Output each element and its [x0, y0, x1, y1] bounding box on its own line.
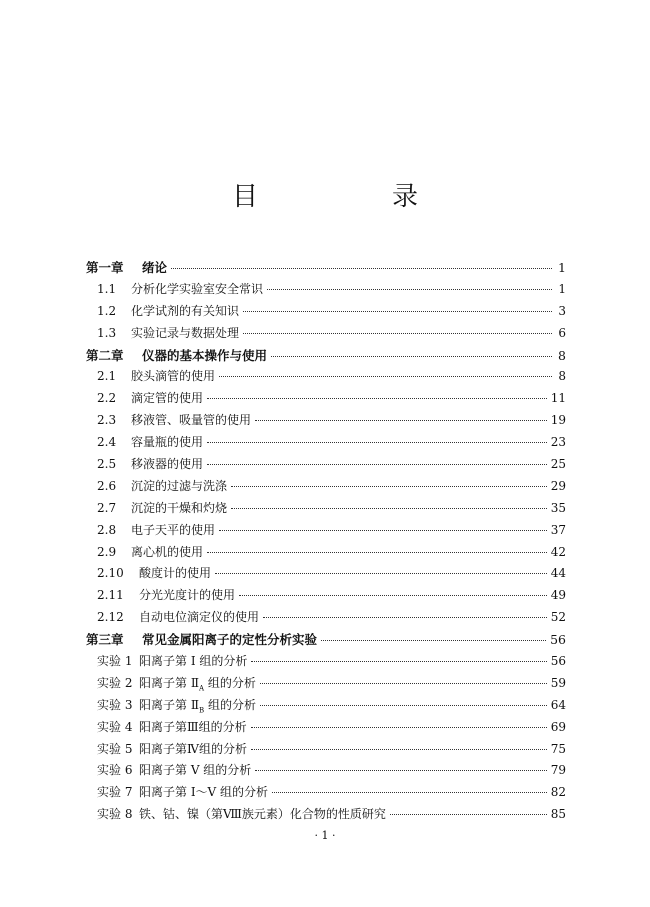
toc-entry-number: 2.6 [97, 478, 117, 493]
toc-leader-dots [207, 552, 547, 553]
toc-leader-dots [243, 311, 552, 312]
toc-leader-dots [207, 442, 547, 443]
toc-entry-title [139, 652, 247, 669]
toc-page-number: 6 [558, 325, 566, 340]
toc-entry-row[interactable] [86, 477, 566, 499]
toc-entry-row[interactable] [86, 455, 566, 477]
toc-entry-title-text: 胶头滴管的使用 [131, 369, 216, 384]
toc-entry-title-text: 阳离子第 Ⅰ～Ⅴ 组的分析 [139, 785, 269, 800]
toc-entry-title-text: 阳离子第Ⅳ组的分析 [139, 741, 247, 756]
toc-entry-row[interactable] [86, 783, 566, 805]
toc-entry-number: 第三章 [86, 632, 124, 648]
toc-chapter-row[interactable] [86, 258, 566, 280]
toc-entry-title [142, 346, 267, 364]
toc-entry-title-text: 自动电位滴定仪的使用 [139, 610, 260, 625]
toc-entry-row[interactable] [86, 543, 566, 565]
toc-page-number: 52 [550, 610, 566, 625]
toc-entry-title-text: 离心机的使用 [131, 544, 204, 559]
toc-entry-row[interactable] [86, 389, 566, 411]
toc-entry-title [131, 543, 203, 560]
toc-entry-title [131, 499, 227, 516]
toc-page-number: 69 [550, 719, 566, 734]
toc-entry-number: 实验 5 [97, 741, 133, 756]
toc-page-number: 85 [550, 807, 566, 822]
toc-entry-row[interactable] [86, 564, 566, 586]
toc-leader-dots [255, 420, 547, 421]
toc-leader-dots [267, 289, 552, 290]
toc-entry-row[interactable] [86, 805, 566, 827]
toc-entry-subscript: B [198, 706, 205, 715]
toc-leader-dots [272, 792, 547, 793]
toc-entry-row[interactable] [86, 433, 566, 455]
toc-entry-row[interactable] [86, 761, 566, 783]
toc-entry-title [142, 258, 167, 276]
toc-entry-number: 2.9 [97, 544, 117, 559]
toc-page-number: 82 [550, 785, 566, 800]
toc-entry-row[interactable] [86, 608, 566, 630]
toc-entry-title-text: 绪论 [142, 260, 168, 275]
toc-leader-dots [321, 640, 546, 641]
toc-entry-title [139, 805, 386, 822]
toc-entry-number: 第二章 [86, 347, 124, 363]
toc-entry-title-text: 分析化学实验室安全常识 [131, 281, 264, 296]
toc-entry-title [131, 302, 239, 319]
toc-entry-number: 实验 2 [97, 675, 133, 690]
toc-entry-title [131, 324, 239, 341]
toc-entry-title-text: 电子天平的使用 [131, 522, 216, 537]
toc-leader-dots [219, 376, 552, 377]
toc-entry-title-text: 阳离子第 Ⅰ 组的分析 [139, 654, 248, 669]
toc-entry-title-text: 铁、钴、镍（第Ⅷ族元素）化合物的性质研究 [139, 807, 386, 822]
page-title: 目 录 [231, 182, 472, 212]
toc-entry-title-text: 容量瓶的使用 [131, 435, 204, 450]
toc-entry-title [139, 674, 256, 692]
toc-entry-number: 实验 1 [97, 654, 133, 669]
toc-entry-number: 2.10 [97, 566, 124, 581]
toc-entry-title-text: 阳离子第 Ⅱ [139, 675, 199, 690]
toc-entry-number: 第一章 [86, 260, 124, 275]
toc-entry-title [139, 608, 259, 625]
toc-entry-title-text: 移液管、吸量管的使用 [131, 413, 252, 428]
toc-entry-title-text: 阳离子第 Ⅴ 组的分析 [139, 763, 252, 778]
toc-leader-dots [171, 268, 552, 269]
toc-leader-dots [243, 333, 552, 334]
toc-entry-row[interactable] [86, 324, 566, 346]
toc-entry-title [131, 280, 263, 297]
toc-entry-row[interactable] [86, 521, 566, 543]
toc-entry-title [139, 761, 251, 778]
toc-entry-row[interactable] [86, 740, 566, 762]
toc-entry-title [131, 455, 203, 472]
toc-entry-title-suffix: 组的分析 [204, 697, 256, 712]
toc-entry-subscript: A [198, 684, 205, 693]
toc-page-number: 75 [550, 741, 566, 756]
toc-page-number: 19 [550, 413, 566, 428]
toc-entry-row[interactable] [86, 499, 566, 521]
toc-entry-title-text: 酸度计的使用 [139, 566, 212, 581]
toc-page-number: 37 [550, 522, 566, 537]
toc-leader-dots [215, 573, 547, 574]
toc-chapter-row[interactable] [86, 346, 566, 368]
toc-entry-number: 2.4 [97, 435, 117, 450]
toc-chapter-row[interactable] [86, 630, 566, 652]
toc-entry-title-text: 实验记录与数据处理 [131, 325, 240, 340]
toc-entry-number: 2.8 [97, 522, 117, 537]
toc-leader-dots [390, 814, 547, 815]
toc-entry-number: 1.1 [97, 281, 117, 296]
toc-page-number: 3 [558, 303, 566, 318]
toc-leader-dots [207, 464, 547, 465]
toc-leader-dots [219, 530, 547, 531]
toc-entry-row[interactable] [86, 674, 566, 696]
toc-entry-title [139, 586, 235, 603]
toc-page-number: 35 [550, 500, 566, 515]
toc-entry-title-text: 仪器的基本操作与使用 [142, 347, 268, 363]
toc-leader-dots [255, 770, 546, 771]
toc-entry-title [139, 696, 256, 714]
toc-entry-title-text: 阳离子第Ⅲ组的分析 [139, 719, 247, 734]
toc-leader-dots [263, 617, 547, 618]
toc-entry-title [139, 783, 268, 800]
toc-entry-number: 实验 4 [97, 719, 133, 734]
toc-entry-title [131, 367, 215, 384]
toc-entry-number: 2.3 [97, 413, 117, 428]
toc-entry-row[interactable] [86, 586, 566, 608]
toc-entry-row[interactable] [86, 696, 566, 718]
toc-entry-number: 2.7 [97, 500, 117, 515]
toc-entry-title [139, 740, 247, 757]
toc-entry-title-text: 阳离子第 Ⅱ [139, 697, 199, 712]
toc-page-number: 1 [558, 281, 566, 296]
toc-entry-title [139, 564, 211, 581]
toc-page-number: 59 [550, 675, 566, 690]
toc-leader-dots [260, 683, 547, 684]
toc-entry-title-suffix: 组的分析 [204, 675, 256, 690]
page-number: · 1 · [314, 829, 336, 842]
toc-page-number: 23 [550, 435, 566, 450]
toc-entry-row[interactable] [86, 302, 566, 324]
toc-entry-title-text: 沉淀的干燥和灼烧 [131, 500, 228, 515]
toc-page-number: 8 [558, 347, 566, 363]
toc-entry-number: 1.2 [97, 303, 117, 318]
toc-leader-dots [251, 749, 547, 750]
toc-entry-number: 实验 6 [97, 763, 133, 778]
toc-leader-dots [207, 398, 547, 399]
toc-entry-number: 2.1 [97, 369, 117, 384]
table-of-contents [86, 258, 566, 827]
toc-leader-dots [231, 508, 547, 509]
toc-leader-dots [231, 486, 547, 487]
toc-page-number: 56 [550, 654, 566, 669]
toc-entry-number: 2.11 [97, 588, 124, 603]
toc-entry-title-text: 滴定管的使用 [131, 391, 204, 406]
toc-page-number: 11 [550, 391, 566, 406]
toc-page-number: 1 [558, 260, 566, 275]
toc-entry-title [131, 477, 227, 494]
toc-leader-dots [271, 356, 552, 357]
toc-entry-title [142, 630, 317, 648]
toc-leader-dots [251, 661, 546, 662]
toc-entry-row[interactable] [86, 652, 566, 674]
toc-entry-title-text: 化学试剂的有关知识 [131, 303, 240, 318]
toc-entry-row[interactable] [86, 718, 566, 740]
toc-entry-number: 实验 8 [97, 807, 133, 822]
toc-page-number: 56 [550, 632, 566, 648]
toc-entry-row[interactable] [86, 367, 566, 389]
toc-entry-number: 1.3 [97, 325, 117, 340]
toc-page-number: 25 [550, 457, 566, 472]
toc-leader-dots [260, 705, 547, 706]
toc-page-number: 29 [550, 478, 566, 493]
toc-entry-row[interactable] [86, 411, 566, 433]
toc-entry-title-text: 移液器的使用 [131, 457, 204, 472]
toc-entry-row[interactable] [86, 280, 566, 302]
toc-entry-title [131, 411, 251, 428]
toc-entry-title-text: 常见金属阳离子的定性分析实验 [142, 632, 318, 648]
toc-entry-title [131, 521, 215, 538]
toc-entry-title [139, 718, 247, 735]
toc-page-number: 64 [550, 697, 566, 712]
toc-page-number: 79 [550, 763, 566, 778]
toc-entry-number: 2.2 [97, 391, 117, 406]
toc-entry-number: 实验 7 [97, 785, 133, 800]
toc-entry-number: 2.5 [97, 457, 117, 472]
toc-entry-title-text: 沉淀的过滤与洗涤 [131, 478, 228, 493]
toc-page-number: 44 [550, 566, 566, 581]
toc-page-number: 8 [558, 369, 566, 384]
toc-leader-dots [251, 727, 547, 728]
toc-entry-title [131, 433, 203, 450]
toc-entry-title-text: 分光光度计的使用 [139, 588, 236, 603]
toc-page-number: 42 [550, 544, 566, 559]
toc-entry-number: 实验 3 [97, 697, 133, 712]
toc-entry-number: 2.12 [97, 610, 124, 625]
toc-entry-title [131, 389, 203, 406]
toc-leader-dots [239, 595, 547, 596]
toc-page-number: 49 [550, 588, 566, 603]
